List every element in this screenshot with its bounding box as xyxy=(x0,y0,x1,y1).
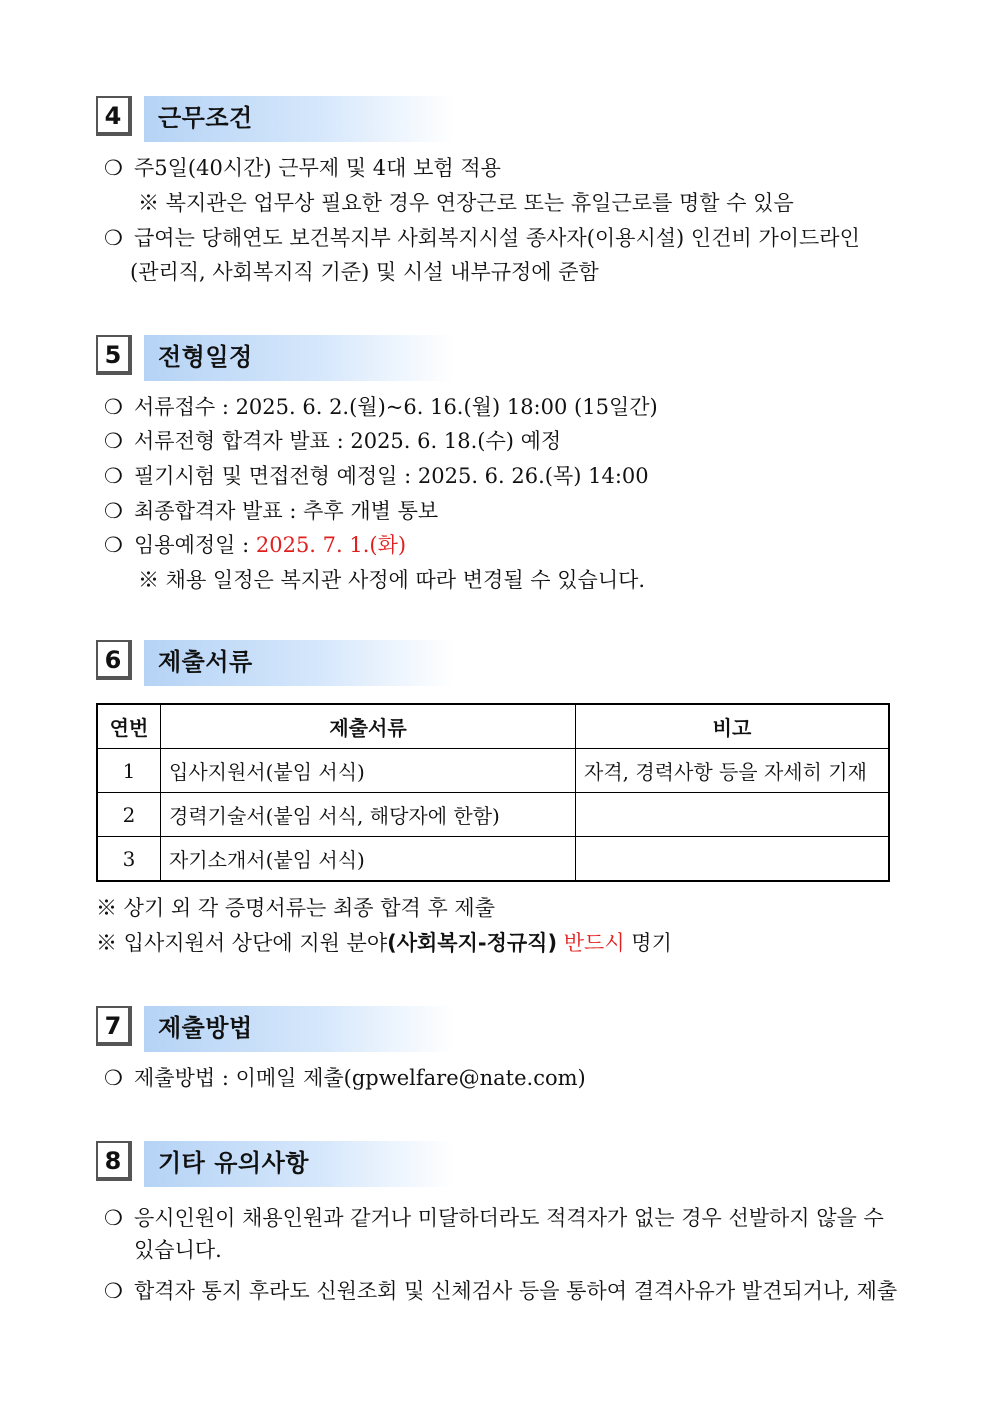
list-item: ❍ 임용예정일 : 2025. 7. 1.(화) xyxy=(104,530,406,560)
circle-bullet-icon: ❍ xyxy=(104,429,123,453)
note: ※ 상기 외 각 증명서류는 최종 합격 후 제출 xyxy=(96,896,495,920)
note: ※ 채용 일정은 복지관 사정에 따라 변경될 수 있습니다. xyxy=(138,568,646,592)
row-number: 1 xyxy=(97,749,161,793)
list-item: ❍ 필기시험 및 면접전형 예정일 : 2025. 6. 26.(목) 14:00 xyxy=(104,461,649,491)
table-header-row xyxy=(97,704,889,749)
note: ※ 복지관은 업무상 필요한 경우 연장근로 또는 휴일근로를 명할 수 있음 xyxy=(138,191,794,215)
row-document: 경력기술서(붙임 서식, 해당자에 한함) xyxy=(161,793,576,837)
row-note: 자격, 경력사항 등을 자세히 기재 xyxy=(576,749,890,793)
column-header: 비고 xyxy=(576,704,890,749)
row-note xyxy=(576,837,890,882)
table-row xyxy=(97,749,889,793)
list-item: ❍ 서류전형 합격자 발표 : 2025. 6. 18.(수) 예정 xyxy=(104,426,561,456)
list-item-continued: 있습니다. xyxy=(134,1238,222,1262)
documents-table xyxy=(96,703,890,882)
table-row xyxy=(97,793,889,837)
circle-bullet-icon: ❍ xyxy=(104,533,123,557)
row-document: 입사지원서(붙임 서식) xyxy=(161,749,576,793)
list-item: ❍ 합격자 통지 후라도 신원조회 및 신체검사 등을 통하여 결격사유가 발견되거나, 제출 xyxy=(104,1276,897,1306)
section-header-4 xyxy=(96,96,496,142)
section-title: 전형일정 xyxy=(158,343,253,371)
column-header: 연번 xyxy=(97,704,161,749)
list-item: ❍ 급여는 당해연도 보건복지부 사회복지시설 종사자(이용시설) 인건비 가이드라인 xyxy=(104,223,860,253)
section-title: 기타 유의사항 xyxy=(158,1149,309,1177)
section-number: 7 xyxy=(96,1006,132,1046)
row-document: 자기소개서(붙임 서식) xyxy=(161,837,576,882)
table-row xyxy=(97,837,889,882)
section-header-7 xyxy=(96,1006,496,1052)
circle-bullet-icon: ❍ xyxy=(104,1206,123,1230)
section-number: 8 xyxy=(96,1141,132,1181)
appointment-date: 2025. 7. 1.(화) xyxy=(255,533,407,557)
list-item: ❍ 제출방법 : 이메일 제출(gpwelfare@nate.com) xyxy=(104,1063,586,1093)
note: ※ 입사지원서 상단에 지원 분야(사회복지-정규직) 반드시 명기 xyxy=(96,931,672,955)
section-title: 제출방법 xyxy=(158,1014,253,1042)
circle-bullet-icon: ❍ xyxy=(104,499,123,523)
circle-bullet-icon: ❍ xyxy=(104,464,123,488)
list-item: ❍ 최종합격자 발표 : 추후 개별 통보 xyxy=(104,496,438,526)
column-header: 제출서류 xyxy=(161,704,576,749)
list-item: ❍ 주5일(40시간) 근무제 및 4대 보험 적용 xyxy=(104,153,501,183)
circle-bullet-icon: ❍ xyxy=(104,1066,123,1090)
circle-bullet-icon: ❍ xyxy=(104,395,123,419)
circle-bullet-icon: ❍ xyxy=(104,226,123,250)
row-number: 2 xyxy=(97,793,161,837)
row-note xyxy=(576,793,890,837)
section-header-8 xyxy=(96,1141,496,1187)
section-title: 근무조건 xyxy=(158,104,253,132)
emphasis-text: 반드시 xyxy=(563,931,625,955)
section-number: 5 xyxy=(96,335,132,375)
list-item: ❍ 서류접수 : 2025. 6. 2.(월)~6. 16.(월) 18:00 (15일간) xyxy=(104,392,658,422)
section-number: 6 xyxy=(96,640,132,680)
list-item: ❍ 응시인원이 채용인원과 같거나 미달하더라도 적격자가 없는 경우 선발하지 않을 수 xyxy=(104,1203,884,1233)
section-header-5 xyxy=(96,335,496,381)
list-item-continued: (관리직, 사회복지직 기준) 및 시설 내부규정에 준함 xyxy=(130,260,599,284)
section-header-6 xyxy=(96,640,496,686)
section-title: 제출서류 xyxy=(158,648,253,676)
section-number: 4 xyxy=(96,96,132,136)
application-field: (사회복지-정규직) xyxy=(387,931,558,955)
row-number: 3 xyxy=(97,837,161,882)
circle-bullet-icon: ❍ xyxy=(104,1279,123,1303)
circle-bullet-icon: ❍ xyxy=(104,156,123,180)
